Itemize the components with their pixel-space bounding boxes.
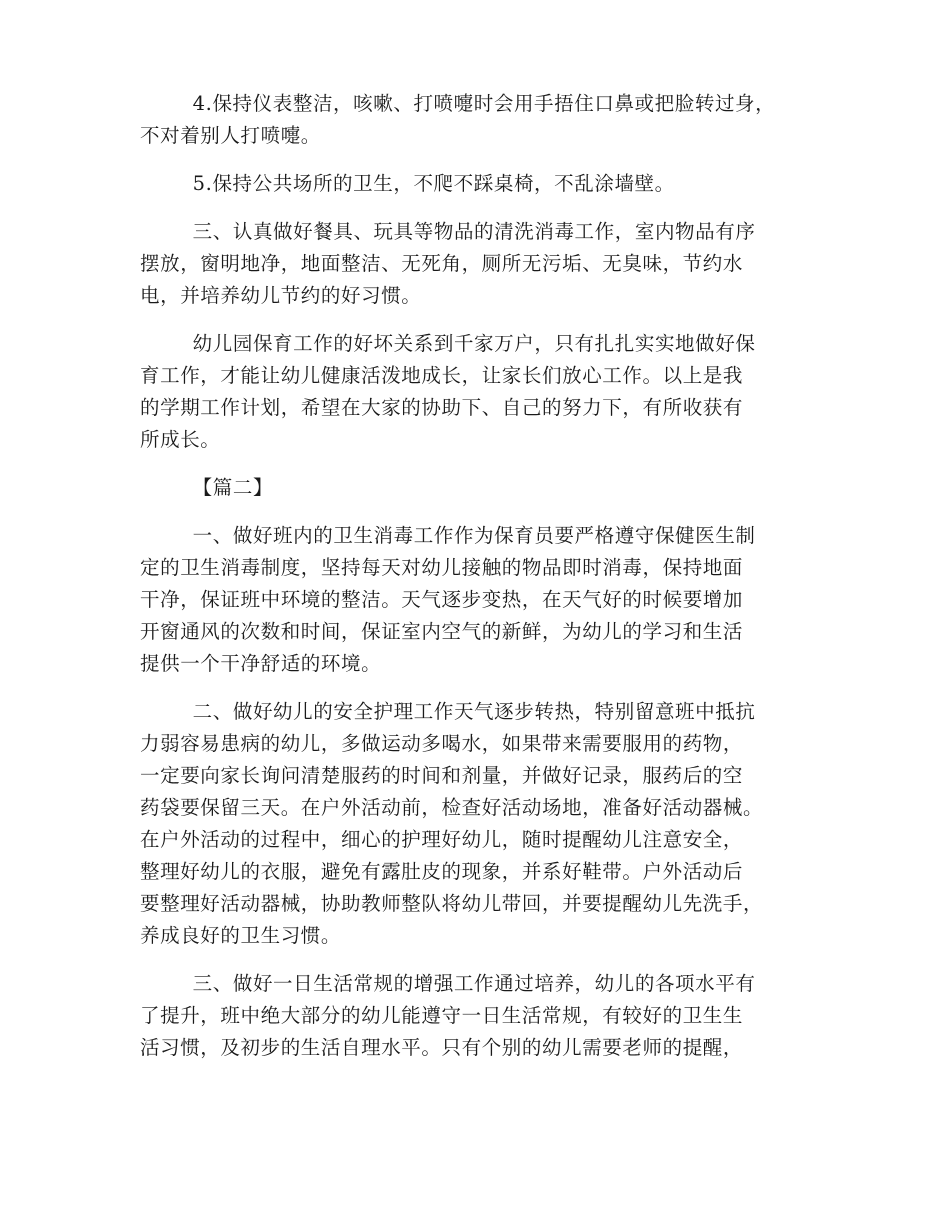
text-line: 干净，保证班中环境的整洁。天气逐步变热，在天气好的时候要增加 xyxy=(140,588,744,611)
text-line: 摆放，窗明地净，地面整洁、无死角，厕所无污垢、无臭味，节约水 xyxy=(140,252,744,275)
text-line: 活习惯，及初步的生活自理水平。只有个别的幼儿需要老师的提醒， xyxy=(140,1036,744,1059)
text-line: 要整理好活动器械，协助教师整队将幼儿带回，并要提醒幼儿先洗手， xyxy=(140,892,764,915)
text-line: 4.保持仪表整洁，咳嗽、打喷嚏时会用手捂住口鼻或把脸转过身， xyxy=(192,92,776,115)
text-line: 开窗通风的次数和时间，保证室内空气的新鲜，为幼儿的学习和生活 xyxy=(140,620,744,643)
text-line: 不对着别人打喷嚏。 xyxy=(140,124,321,147)
paragraph-p7 xyxy=(140,968,820,1064)
section-heading: 【篇二】 xyxy=(192,476,274,499)
document-body xyxy=(140,88,820,1080)
paragraph-p5 xyxy=(140,520,820,680)
text-line: 所成长。 xyxy=(140,428,221,451)
text-line: 定的卫生消毒制度，坚持每天对幼儿接触的物品即时消毒，保持地面 xyxy=(140,556,744,579)
text-line: 三、做好一日生活常规的增强工作通过培养，幼儿的各项水平有 xyxy=(192,972,756,995)
text-line: 幼儿园保育工作的好坏关系到千家万户，只有扎扎实实地做好保 xyxy=(192,332,756,355)
paragraph-p2 xyxy=(140,168,820,200)
text-line: 养成良好的卫生习惯。 xyxy=(140,924,342,947)
paragraph-p6 xyxy=(140,696,820,952)
paragraph-p3 xyxy=(140,216,820,312)
text-line: 育工作，才能让幼儿健康活泼地成长，让家长们放心工作。以上是我 xyxy=(140,364,744,387)
text-line: 在户外活动的过程中，细心的护理好幼儿，随时提醒幼儿注意安全， xyxy=(140,828,744,851)
text-line: 5.保持公共场所的卫生，不爬不踩桌椅，不乱涂墙壁。 xyxy=(192,172,675,195)
text-line: 药袋要保留三天。在户外活动前，检查好活动场地，准备好活动器械。 xyxy=(140,796,764,819)
text-line: 三、认真做好餐具、玩具等物品的清洗消毒工作，室内物品有序 xyxy=(192,220,756,243)
paragraph-p1 xyxy=(140,88,820,152)
text-line: 一定要向家长询问清楚服药的时间和剂量，并做好记录，服药后的空 xyxy=(140,764,744,787)
text-line: 的学期工作计划，希望在大家的协助下、自己的努力下，有所收获有 xyxy=(140,396,744,419)
paragraph-p4 xyxy=(140,328,820,456)
text-line: 二、做好幼儿的安全护理工作天气逐步转热，特别留意班中抵抗 xyxy=(192,700,756,723)
text-line: 一、做好班内的卫生消毒工作作为保育员要严格遵守保健医生制 xyxy=(192,524,756,547)
text-line: 提供一个干净舒适的环境。 xyxy=(140,652,382,675)
text-line: 了提升，班中绝大部分的幼儿能遵守一日生活常规，有较好的卫生生 xyxy=(140,1004,744,1027)
text-line: 电，并培养幼儿节约的好习惯。 xyxy=(140,284,422,307)
text-line: 力弱容易患病的幼儿，多做运动多喝水，如果带来需要服用的药物， xyxy=(140,732,744,755)
text-line: 整理好幼儿的衣服，避免有露肚皮的现象，并系好鞋带。户外活动后 xyxy=(140,860,744,883)
